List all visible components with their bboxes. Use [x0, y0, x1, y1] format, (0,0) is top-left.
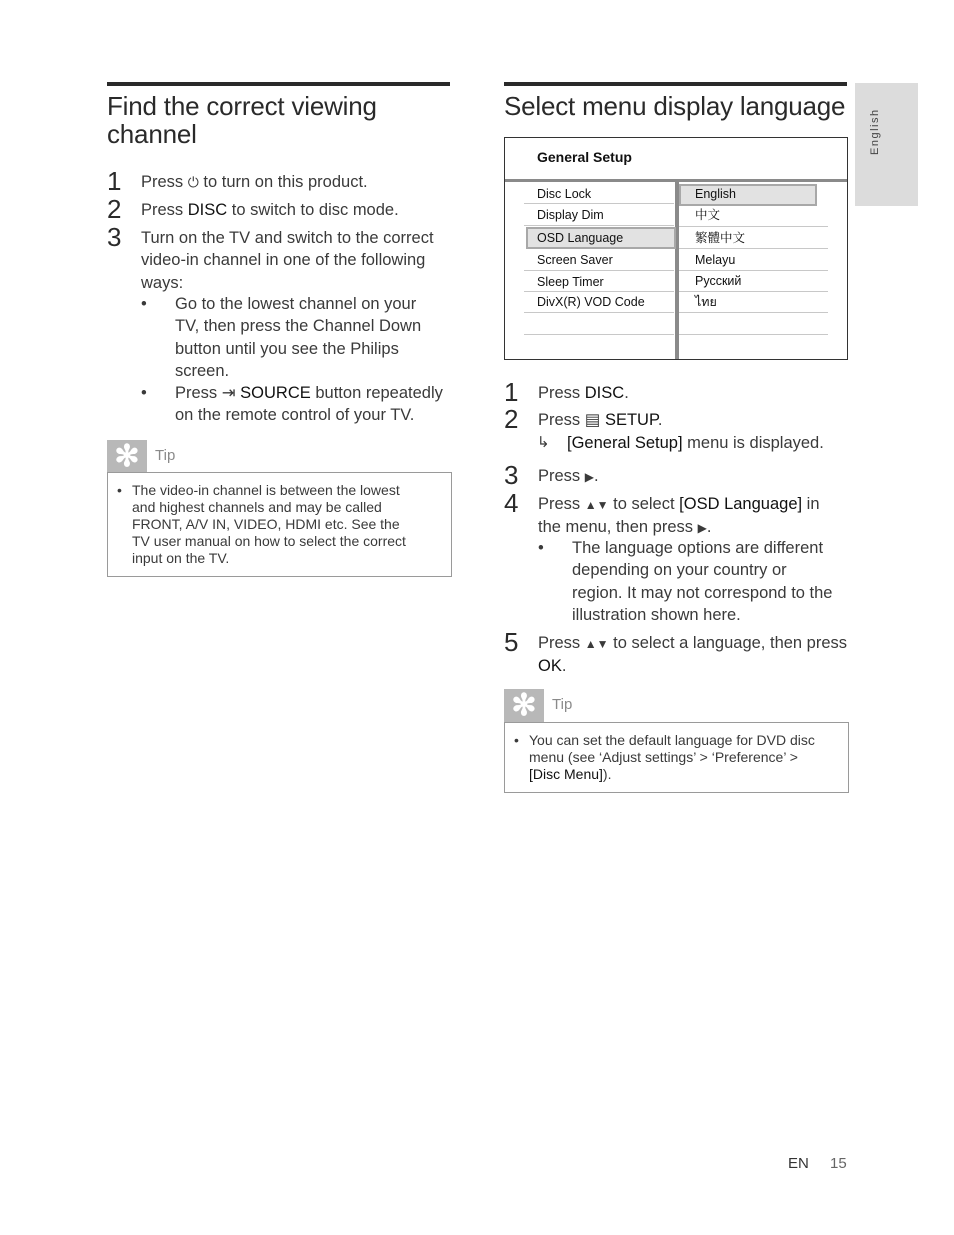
bullet-dot: •	[117, 482, 122, 498]
right-arrow-icon: ▶	[697, 521, 707, 536]
menu-row-line	[679, 226, 828, 227]
left-title-rule	[107, 82, 450, 86]
menu-item-disc-lock: Disc Lock	[537, 187, 592, 201]
bullet-text: on the remote control of your TV.	[175, 406, 415, 425]
bullet-text: button repeatedly	[310, 384, 443, 402]
general-setup-label: [General Setup]	[567, 434, 683, 452]
bullet-text: button until you see the Philips	[175, 339, 399, 358]
result-arrow-icon: ↳	[537, 434, 550, 451]
right-bullet	[538, 537, 833, 626]
disc-key-label: DISC	[584, 384, 625, 402]
step-text: .	[594, 467, 599, 485]
setup-icon: ▤	[584, 411, 601, 429]
right-tip-box	[504, 722, 849, 793]
tip-line: FRONT, A/V IN, VIDEO, HDMI etc. See the	[132, 516, 400, 532]
step-text: .	[657, 411, 663, 429]
up-down-arrows-icon: ▲▼	[584, 637, 609, 651]
bullet-dot: •	[538, 539, 544, 557]
tip-label: Tip	[552, 696, 573, 713]
bullet-dot: •	[514, 732, 519, 748]
right-step-3	[504, 460, 599, 490]
step-text: Turn on the TV and switch to the correct	[141, 229, 434, 247]
disc-menu-label: [Disc Menu]	[529, 766, 603, 782]
left-step-3	[107, 222, 434, 294]
step-text: .	[561, 657, 567, 676]
right-result-line	[537, 432, 824, 454]
disc-key-label: DISC	[187, 201, 228, 219]
bullet-text: TV, then press the Channel Down	[175, 317, 422, 336]
bullet-dot: •	[141, 384, 147, 402]
left-tip-box	[107, 472, 452, 577]
bullet-text: screen.	[175, 361, 230, 380]
step-text: .	[624, 384, 629, 402]
step-text: Press	[141, 173, 188, 191]
step-text: menu is displayed.	[682, 434, 824, 452]
step-text: Press	[141, 201, 188, 219]
bullet-text: region. It may not correspond to the	[572, 583, 833, 602]
power-icon: ⏻	[187, 174, 199, 190]
bullet-dot: •	[141, 295, 147, 313]
source-icon: ⇥	[221, 384, 236, 402]
left-section-title	[107, 92, 377, 148]
language-option-english: English	[695, 187, 736, 201]
tip-asterisk-icon: ✻	[504, 689, 544, 722]
right-step-5	[504, 627, 848, 678]
general-setup-menu	[504, 137, 848, 360]
step-number: 3	[107, 222, 122, 252]
step-text: Press	[538, 634, 585, 652]
step-text: Press	[538, 411, 585, 429]
menu-row-line	[524, 334, 674, 335]
ok-key-label: OK	[538, 657, 562, 676]
bullet-text: illustration shown here.	[572, 605, 741, 624]
tip-line: input on the TV.	[132, 550, 230, 566]
step-text: in	[802, 495, 820, 513]
left-tip-header	[107, 440, 450, 473]
left-bullet-1	[141, 293, 422, 382]
menu-item-screen-saver: Screen Saver	[537, 253, 613, 267]
page-number: 15	[830, 1155, 847, 1172]
right-section-title: Select menu display language	[504, 91, 846, 121]
right-arrow-icon: ▶	[584, 470, 594, 484]
menu-title: General Setup	[537, 149, 632, 165]
side-tab-label: English	[869, 108, 881, 155]
left-title-line-2: channel	[107, 119, 197, 149]
up-down-arrows-icon: ▲▼	[584, 498, 609, 512]
step-number: 3	[504, 460, 519, 490]
menu-item-sleep-timer: Sleep Timer	[537, 275, 604, 289]
left-step-2	[107, 194, 399, 224]
right-tip-header	[504, 689, 847, 722]
right-step-4	[504, 488, 820, 540]
menu-item-divx-vod-code: DivX(R) VOD Code	[537, 295, 645, 309]
right-step-1	[504, 377, 629, 407]
right-title-rule	[504, 82, 847, 86]
tip-line: You can set the default language for DVD disc	[529, 732, 815, 748]
bullet-text: The language options are different	[572, 539, 824, 557]
tip-text	[117, 482, 406, 567]
menu-row-line	[679, 334, 828, 335]
step-number: 2	[107, 194, 122, 224]
step-number: 1	[504, 377, 519, 407]
tip-line: ).	[602, 766, 612, 782]
language-option-melayu: Melayu	[695, 253, 736, 267]
language-option-chinese-simplified: 中文	[695, 208, 721, 222]
tip-asterisk-icon: ✻	[107, 440, 147, 473]
language-side-tab	[855, 83, 918, 206]
tip-line: TV user manual on how to select the correct	[132, 533, 406, 549]
step-text: ways:	[141, 273, 184, 292]
language-option-russian: Русский	[695, 274, 742, 288]
tip-label: Tip	[155, 447, 176, 464]
step-text: to turn on this product.	[198, 173, 368, 191]
tip-line: menu (see ‘Adjust settings’ > ‘Preference’ >	[529, 749, 798, 765]
step-number: 4	[504, 488, 519, 518]
step-text: to switch to disc mode.	[227, 201, 399, 219]
step-text: to select	[608, 495, 680, 513]
step-text: video-in channel in one of the following	[141, 251, 426, 270]
step-text: Press	[538, 495, 585, 513]
step-text: Press	[538, 467, 585, 485]
step-number: 2	[504, 404, 519, 434]
bullet-text: Go to the lowest channel on your	[175, 295, 417, 313]
language-option-chinese-traditional: 繁體中文	[695, 231, 746, 245]
left-bullet-2	[141, 382, 443, 427]
bullet-text: Press	[175, 384, 222, 402]
tip-text	[514, 732, 815, 783]
osd-language-label: [OSD Language]	[679, 495, 803, 513]
step-text: .	[706, 518, 712, 537]
menu-item-osd-language: OSD Language	[537, 231, 624, 245]
footer-language-code: EN	[788, 1155, 809, 1172]
step-number: 1	[107, 166, 122, 196]
menu-item-display-dim: Display Dim	[537, 208, 604, 222]
tip-line: The video-in channel is between the lowest	[132, 482, 400, 498]
step-number: 5	[504, 627, 519, 657]
left-title-line-1: Find the correct viewing	[107, 91, 377, 121]
tip-line: and highest channels and may be called	[132, 499, 382, 515]
setup-key-label: SETUP	[600, 411, 658, 429]
step-text: Press	[538, 384, 585, 402]
left-step-1	[107, 166, 368, 196]
step-text: the menu, then press	[538, 518, 698, 537]
right-step-2	[504, 404, 663, 434]
language-option-thai: ไทย	[695, 295, 717, 309]
step-text: to select a language, then press	[608, 634, 848, 652]
bullet-text: depending on your country or	[572, 561, 787, 580]
source-key-label: SOURCE	[235, 384, 311, 402]
